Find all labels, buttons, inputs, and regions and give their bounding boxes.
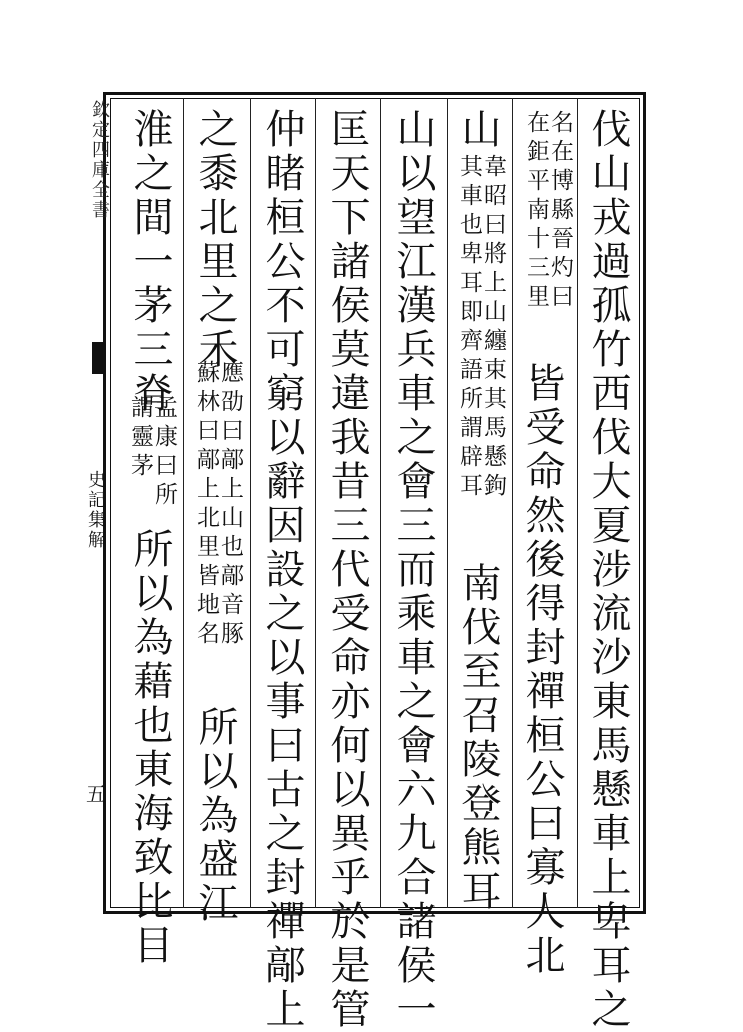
text-column-4: 山以望江漢兵車之會三而乘車之會六九合諸侯一 [390, 108, 436, 1032]
text-column-5: 匡天下諸侯莫違我昔三代受命亦何以異乎於是管 [324, 108, 370, 1032]
fishtail-mark [92, 342, 106, 374]
note-line: 孟康曰所 [151, 395, 177, 511]
main-text: 山 [455, 108, 501, 152]
main-text: 南伐至召陵登熊耳 [455, 562, 501, 914]
main-text: 之黍北里之禾 [192, 108, 238, 372]
volume-title: 欽定四庫全書 [89, 100, 110, 220]
note-line: 名在博縣晉灼曰 [547, 110, 573, 313]
column-rule [315, 98, 316, 908]
text-column-6: 仲睹桓公不可窮以辭因設之以事曰古之封禪鄗上 [259, 108, 305, 1032]
column-rule [512, 98, 513, 908]
column-rule [577, 98, 578, 908]
note-line: 蘇林曰鄗上北里皆地名 [193, 360, 219, 650]
note-line: 在鉅平南十三里 [523, 110, 549, 313]
main-text: 所以為盛江 [192, 706, 238, 926]
column-rule [447, 98, 448, 908]
column-rule [250, 98, 251, 908]
note-line: 韋昭曰將上山纏束其馬懸鉤 [480, 154, 506, 502]
note-line: 謂靈茅 [127, 395, 153, 482]
page-number: 五 [86, 782, 106, 806]
main-text: 皆受命然後得封禪桓公曰寡人北 [519, 362, 565, 978]
column-rule [183, 98, 184, 908]
column-rule [380, 98, 381, 908]
text-column-1 [585, 108, 631, 1032]
note-line: 其車也卑耳即齊語所謂辟耳 [456, 154, 482, 502]
note-line: 應劭曰鄗上山也鄗音䐁 [217, 360, 243, 650]
main-text: 伐山戎過孤竹西伐大夏涉流沙東馬懸車上卑耳之 [585, 108, 631, 1032]
main-text: 所以為藉也東海致比目 [127, 528, 173, 968]
main-text: 淮之間一茅三脊 [127, 108, 173, 416]
book-name: 史記集解 [85, 470, 106, 550]
